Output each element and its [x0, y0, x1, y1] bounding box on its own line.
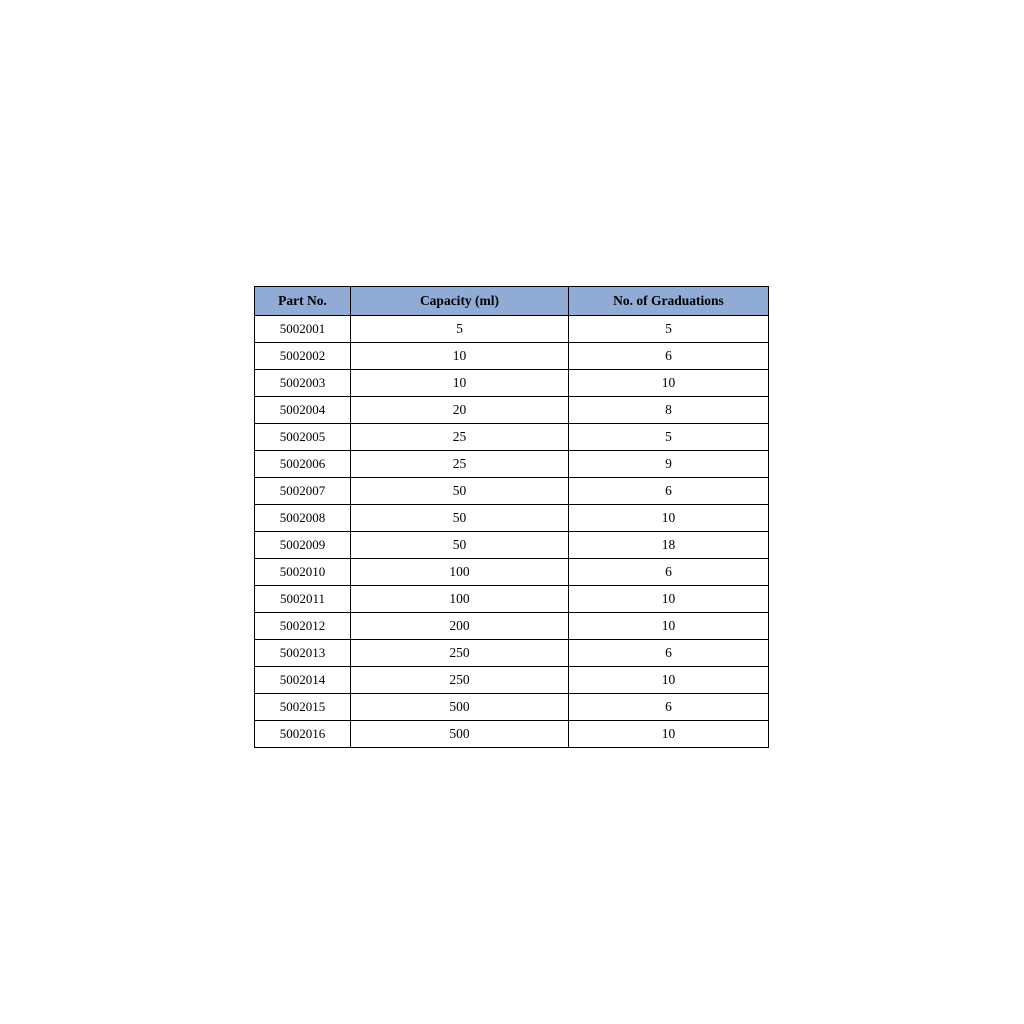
cell-part-no: 5002007	[255, 478, 351, 505]
cell-part-no: 5002002	[255, 343, 351, 370]
cell-part-no: 5002016	[255, 721, 351, 748]
cell-graduations: 9	[569, 451, 769, 478]
cell-part-no: 5002009	[255, 532, 351, 559]
cell-capacity: 500	[351, 694, 569, 721]
cell-capacity: 500	[351, 721, 569, 748]
table-row	[255, 667, 769, 694]
cell-capacity: 10	[351, 370, 569, 397]
specifications-table	[254, 286, 769, 748]
cell-part-no: 5002013	[255, 640, 351, 667]
cell-capacity: 100	[351, 586, 569, 613]
cell-capacity: 50	[351, 532, 569, 559]
cell-capacity: 200	[351, 613, 569, 640]
cell-graduations: 6	[569, 478, 769, 505]
cell-part-no: 5002006	[255, 451, 351, 478]
cell-part-no: 5002010	[255, 559, 351, 586]
table-row	[255, 370, 769, 397]
column-header-capacity: Capacity (ml)	[351, 287, 569, 316]
table-body	[255, 316, 769, 748]
cell-part-no: 5002011	[255, 586, 351, 613]
cell-graduations: 6	[569, 694, 769, 721]
cell-graduations: 10	[569, 667, 769, 694]
table-row	[255, 721, 769, 748]
table-row	[255, 586, 769, 613]
table-header	[255, 287, 769, 316]
column-header-part-no: Part No.	[255, 287, 351, 316]
table-row	[255, 397, 769, 424]
table-container	[254, 286, 768, 748]
cell-graduations: 10	[569, 586, 769, 613]
table-header-row	[255, 287, 769, 316]
table-row	[255, 613, 769, 640]
cell-graduations: 6	[569, 559, 769, 586]
cell-capacity: 50	[351, 478, 569, 505]
table-row	[255, 316, 769, 343]
cell-graduations: 8	[569, 397, 769, 424]
cell-graduations: 6	[569, 343, 769, 370]
table-row	[255, 505, 769, 532]
table-row	[255, 478, 769, 505]
cell-part-no: 5002004	[255, 397, 351, 424]
table-row	[255, 640, 769, 667]
table-row	[255, 343, 769, 370]
table-row	[255, 694, 769, 721]
cell-capacity: 5	[351, 316, 569, 343]
cell-capacity: 25	[351, 424, 569, 451]
cell-part-no: 5002001	[255, 316, 351, 343]
column-header-graduations: No. of Graduations	[569, 287, 769, 316]
cell-graduations: 10	[569, 370, 769, 397]
cell-capacity: 250	[351, 667, 569, 694]
table-row	[255, 451, 769, 478]
cell-part-no: 5002005	[255, 424, 351, 451]
table-row	[255, 559, 769, 586]
cell-graduations: 5	[569, 424, 769, 451]
cell-graduations: 10	[569, 721, 769, 748]
cell-graduations: 10	[569, 505, 769, 532]
table-row	[255, 532, 769, 559]
cell-part-no: 5002015	[255, 694, 351, 721]
cell-graduations: 18	[569, 532, 769, 559]
cell-part-no: 5002012	[255, 613, 351, 640]
cell-capacity: 250	[351, 640, 569, 667]
cell-capacity: 100	[351, 559, 569, 586]
cell-part-no: 5002003	[255, 370, 351, 397]
cell-graduations: 5	[569, 316, 769, 343]
cell-capacity: 20	[351, 397, 569, 424]
table-row	[255, 424, 769, 451]
cell-capacity: 50	[351, 505, 569, 532]
cell-part-no: 5002014	[255, 667, 351, 694]
cell-capacity: 25	[351, 451, 569, 478]
cell-graduations: 6	[569, 640, 769, 667]
cell-part-no: 5002008	[255, 505, 351, 532]
cell-graduations: 10	[569, 613, 769, 640]
cell-capacity: 10	[351, 343, 569, 370]
